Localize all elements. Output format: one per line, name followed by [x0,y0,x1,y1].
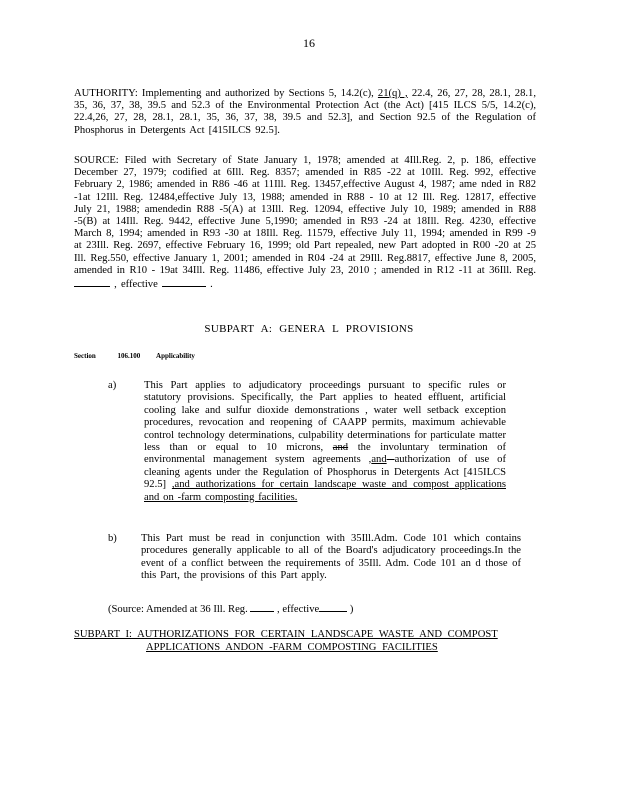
authority-label: AUTHORITY: [74,88,138,99]
item-a-inserted-text: ,and authorizations for certain landscape waste and compost applications and on -farm composting facilities. [144,479,506,503]
item-a-deleted-and: and [332,442,349,454]
source-label: SOURCE: [74,155,119,166]
source-mid: , effective [110,279,162,291]
item-a-inserted-and: and [371,454,387,466]
source-note-mid: , effective [274,604,320,615]
item-a-struck-space [387,454,395,465]
source-paragraph [74,155,536,291]
item-a-text-part3: authorization of use of cleaning agents under the Regulation of Phosphorus in Detergents Act [415ILCS 92.5] [144,454,506,491]
authority-inserted-text: 21(q) , [377,88,408,99]
subpart-i-heading-line2: APPLICATIONS ANDON -FARM COMPOSTING FACILITIES [146,642,438,653]
effective-date-blank [162,277,206,287]
item-b-label: b) [108,533,117,544]
source-note [108,602,353,615]
item-b-text: This Part must be read in conjunction with 35Ill.Adm. Code 101 which contains procedures generally applicable to all of the Board's adjudicatory proceedings.In the event of a conflict between the requirements of 35Ill. Adm. Code 101 an d those of this Part, the provisions of this Part apply. [141,533,521,582]
section-label: Section [74,352,96,360]
source-note-open: (Source: Amended at 36 Ill. Reg. [108,604,251,615]
source-end: . [205,279,213,291]
authority-text-continued: 22.4, 26, 27, 28, 28.1, 28.1, 35, 36, 37, 38, 39.5 and 52.3 of the Environmental Protection Act (the Act) [415 ILCS 5/5, 14.2(c), 22.4,26, 27, 28, 28.1, 28.1, 35, 36, 37, 38, 39.5 and 52.3], and Section 92.5 of the Regulation of Phosphorus in Detergents Act [415ILCS 92.5]. [74,88,536,136]
source-note-date-blank [319,602,347,612]
authority-paragraph [74,88,536,137]
subpart-a-heading: SUBPART A: GENERA L PROVISIONS [204,323,414,335]
section-number: 106.100 [117,352,141,360]
source-note-register-blank [250,602,274,612]
item-a-text-part2: the involuntary termination of environmental management system agreements , [144,442,506,466]
item-a-label: a) [108,380,117,391]
authority-text: Implementing and authorized by Sections 5, 14.2(c), [137,88,378,99]
section-title: Applicability [156,352,195,360]
source-note-close: ) [347,604,354,615]
register-blank [74,277,110,287]
section-heading [74,352,195,360]
page-number: 16 [303,36,315,50]
item-a-text [144,380,506,504]
item-a-text-part1: This Part applies to adjudicatory proceedings pursuant to specific rules or statutory provisions. Specifically, the Part applies to heated effluent, artificial cooling lake and sulfur dioxide demonstrations , water well setback exception procedures, revocation and reopening of CAAPP permits, maximum achievable control technology determinations, culpability determinations for particulate matter less than or equal to 10 microns, [144,380,507,454]
source-text: Filed with Secretary of State January 1, 1978; amended at 4Ill.Reg. 2, p. 186, effective December 27, 1979; codified at 6Ill. Reg. 8357; amended in R85 -22 at 10Ill. Reg. 992, effective February 2, 1986; amended in R86 -46 at 11Ill. Reg. 13457,effective August 4, 1987; ame nded in R82 -1at 12Ill. Reg. 12484,effective July 13, 1988; amended in R88 - 10 at 12 Ill. Reg. 12817, effective July 21, 1988; amendedin R88 -5(A) at 13Ill. Reg. 12094, effective July 10, 1989; amended in R88 -5(B) at 14Ill. Reg. 9442, effective June 5,1990; amended in R93 -24 at 18Ill. Reg. 4230, effective March 8, 1994; amended in R93 -30 at 18Ill. Reg. 11579, effective July 11, 1994; amended in R99 -9 at 23Ill. Reg. 2697, effective February 16, 1999; old Part repealed, new Part adopted in R00 -20 at 25 Ill. Reg.550, effective January 1, 2001; amended in R04 -24 at 29Ill. Reg.8817, effective June 8, 2005, amended in R10 - 19at 34Ill. Reg. 11486, effective July 23, 2010 ; amended in R12 -11 at 36Ill. Reg. [74,155,536,276]
subpart-i-heading-line1: SUBPART I: AUTHORIZATIONS FOR CERTAIN LANDSCAPE WASTE AND COMPOST [74,629,498,640]
